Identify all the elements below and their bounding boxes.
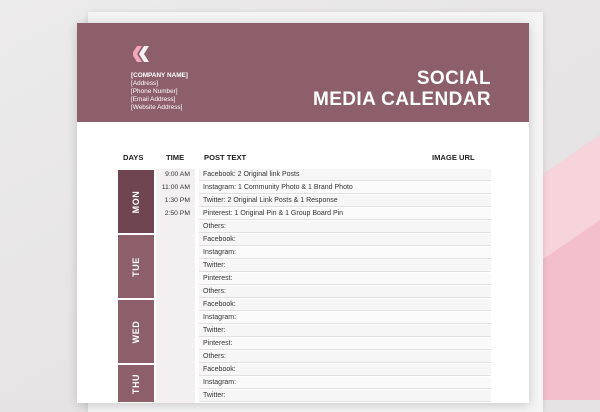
- post-text-line[interactable]: Facebook:: [199, 234, 491, 246]
- post-time: [155, 325, 190, 337]
- post-text-line[interactable]: Others:: [199, 221, 491, 233]
- company-address: [Address]: [131, 80, 158, 87]
- day-label: TUE: [131, 256, 141, 277]
- company-name: [COMPANY NAME]: [131, 72, 188, 79]
- day-label: THU: [131, 373, 141, 394]
- company-info: [131, 72, 188, 112]
- title-line-1: SOCIAL: [416, 68, 491, 89]
- title-line-2: MEDIA CALENDAR: [312, 89, 491, 110]
- post-time: 11:00 AM: [161, 184, 190, 191]
- column-header-image-url: IMAGE URL: [432, 153, 475, 162]
- post-text-line[interactable]: Facebook: 2 Original link Posts: [199, 169, 491, 181]
- post-time: [155, 312, 190, 324]
- day-label: MON: [131, 190, 141, 213]
- post-time: [155, 364, 190, 376]
- post-text-line[interactable]: Pinterest: 1 Original Pin & 1 Group Board Pin: [199, 208, 491, 220]
- post-text-line[interactable]: Others:: [199, 351, 491, 363]
- column-header-time: TIME: [166, 153, 185, 162]
- company-email: [Email Address]: [131, 96, 176, 103]
- post-time: 9:00 AM: [165, 171, 190, 178]
- column-header-days: DAYS: [123, 153, 144, 162]
- calendar-page: [77, 23, 529, 403]
- post-time: [155, 234, 190, 246]
- post-time: 1:30 PM: [164, 197, 190, 204]
- header-banner: [77, 23, 529, 122]
- post-text-line[interactable]: Instagram:: [199, 247, 491, 259]
- post-text-line[interactable]: Facebook:: [199, 299, 491, 311]
- post-text-line[interactable]: Pinterest:: [199, 273, 491, 285]
- company-phone: [Phone Number]: [131, 88, 178, 95]
- post-time: [155, 247, 190, 259]
- post-text-line[interactable]: Twitter:: [199, 390, 491, 402]
- post-text-line[interactable]: Twitter:: [199, 260, 491, 272]
- post-time: 2:50 PM: [164, 210, 190, 217]
- company-logo-icon: [133, 45, 149, 63]
- post-text-line[interactable]: Facebook:: [199, 364, 491, 376]
- post-time: [155, 390, 190, 402]
- post-time: [155, 221, 190, 233]
- column-header-post-text: POST TEXT: [204, 153, 247, 162]
- document-title: [313, 68, 491, 110]
- post-time: [155, 286, 190, 298]
- post-text-line[interactable]: Instagram: 1 Community Photo & 1 Brand Photo: [199, 182, 491, 194]
- post-time: [155, 377, 190, 389]
- post-time: [155, 299, 190, 311]
- post-time: [155, 260, 190, 272]
- post-time: [155, 351, 190, 363]
- post-text-line[interactable]: Pinterest:: [199, 338, 491, 350]
- post-text-line[interactable]: Twitter:: [199, 325, 491, 337]
- day-block-mon: [118, 170, 154, 233]
- post-text-line[interactable]: Instagram:: [199, 312, 491, 324]
- post-text-line[interactable]: Instagram:: [199, 377, 491, 389]
- day-label: WED: [131, 320, 141, 343]
- day-block-thu: [118, 365, 154, 402]
- day-block-wed: [118, 300, 154, 363]
- post-time: [155, 338, 190, 350]
- company-website: [Website Address]: [131, 104, 183, 111]
- day-block-tue: [118, 235, 154, 298]
- post-text-line[interactable]: Twitter: 2 Original Link Posts & 1 Response: [199, 195, 491, 207]
- post-text-line[interactable]: Others:: [199, 286, 491, 298]
- post-time: [155, 273, 190, 285]
